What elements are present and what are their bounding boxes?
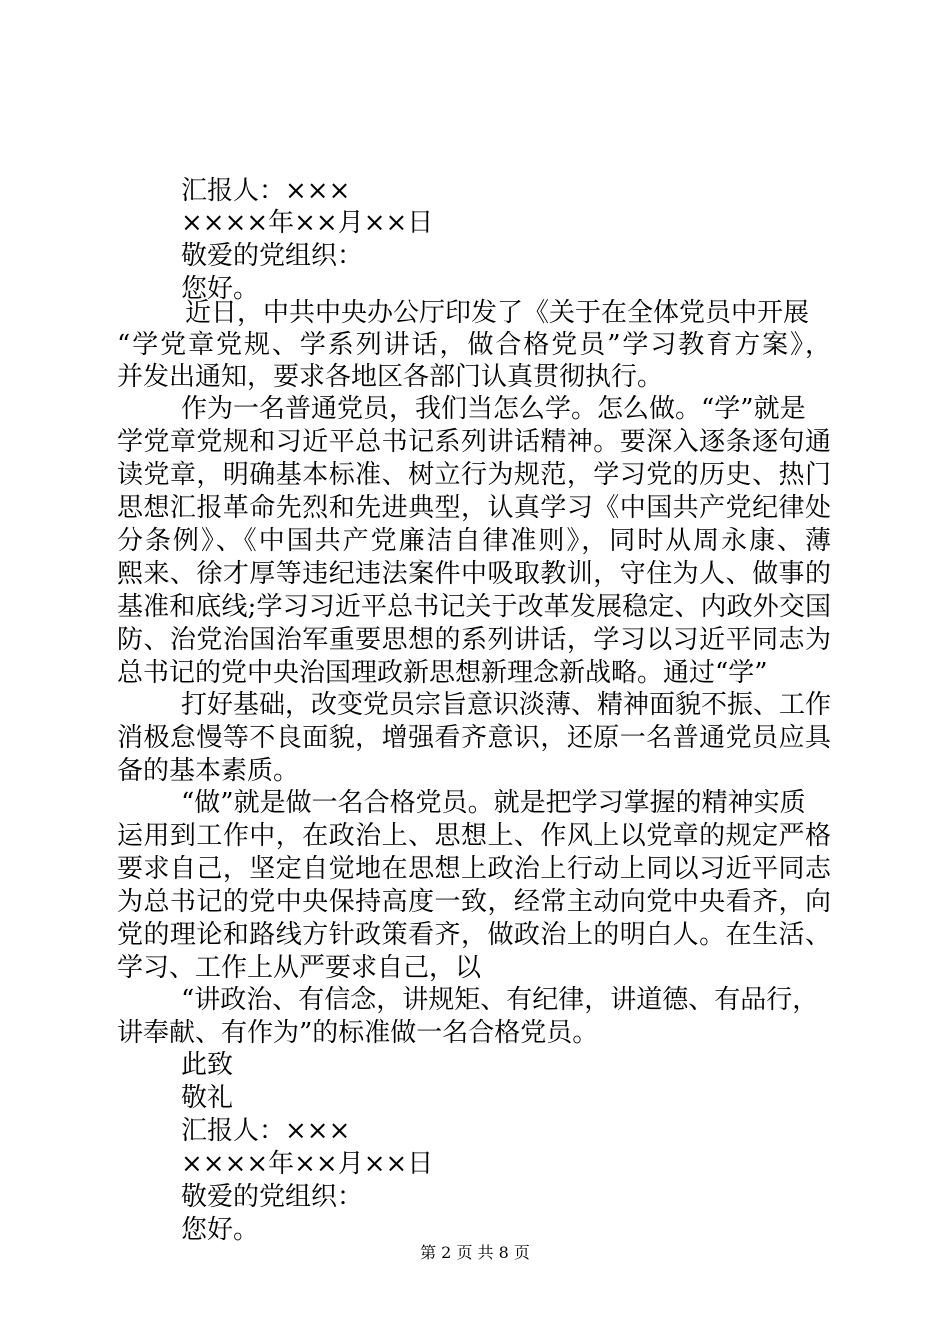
paragraph-2-line-7: 基准和底线;学习习近平总书记关于改革发展稳定、内政外交国 xyxy=(117,592,831,622)
paragraph-2-line-6: 熙来、徐才厚等违纪违法案件中吸取教训，守住为人、做事的 xyxy=(117,559,831,589)
date-line: ××××年××月××日 xyxy=(181,208,434,238)
salutation-line: 敬爱的党组织： xyxy=(181,241,364,271)
paragraph-2-line-1: 作为一名普通党员，我们当怎么学。怎么做。“学”就是 xyxy=(181,394,806,424)
page-number-footer: 第 2 页 共 8 页 xyxy=(420,1243,530,1262)
paragraph-4-line-3: 要求自己，坚定自觉地在思想上政治上行动上同以习近平同志 xyxy=(117,854,831,884)
paragraph-2-line-9: 总书记的党中央治国理政新思想新理念新战略。通过“学” xyxy=(117,658,768,688)
paragraph-1-line-2: “学党章党规、学系列讲话，做合格党员”学习教育方案》， xyxy=(117,330,831,360)
paragraph-4-line-1: “做”就是做一名合格党员。就是把学习掌握的精神实质 xyxy=(181,788,806,818)
paragraph-4-line-2: 运用到工作中，在政治上、思想上、作风上以党章的规定严格 xyxy=(117,821,831,851)
paragraph-3-line-1: 打好基础，改变党员宗旨意识淡薄、精神面貌不振、工作 xyxy=(181,690,832,720)
reporter-line: 汇报人：××× xyxy=(181,176,351,206)
paragraph-2-line-3: 读党章，明确基本标准、树立行为规范，学习党的历史、热门 xyxy=(117,460,831,490)
closing-line-1: 此致 xyxy=(181,1050,234,1080)
paragraph-2-line-2: 学党章党规和习近平总书记系列讲话精神。要深入逐条逐句通 xyxy=(117,427,831,457)
paragraph-3-line-3: 备的基本素质。 xyxy=(117,756,300,786)
paragraph-4-line-4: 为总书记的党中央保持高度一致，经常主动向党中央看齐，向 xyxy=(117,887,831,917)
greeting-line: 您好。 xyxy=(181,274,260,304)
paragraph-2-line-8: 防、治党治国治军重要思想的系列讲话，学习以习近平同志为 xyxy=(117,625,831,655)
paragraph-4-line-5: 党的理论和路线方针政策看齐，做政治上的明白人。在生活、 xyxy=(117,920,831,950)
paragraph-5-line-1: “讲政治、有信念，讲规矩、有纪律，讲道德、有品行， xyxy=(181,985,819,1015)
date-line-2: ××××年××月××日 xyxy=(181,1149,434,1179)
paragraph-5-line-2: 讲奉献、有作为”的标准做一名合格党员。 xyxy=(117,1018,599,1048)
paragraph-4-line-6: 学习、工作上从严要求自己，以 xyxy=(117,953,482,983)
paragraph-3-line-2: 消极怠慢等不良面貌，增强看齐意识，还原一名普通党员应具 xyxy=(117,723,831,753)
greeting-line-2: 您好。 xyxy=(181,1215,260,1245)
paragraph-1-line-3: 并发出通知，要求各地区各部门认真贯彻执行。 xyxy=(117,362,664,392)
reporter-line-2: 汇报人：××× xyxy=(181,1116,351,1146)
salutation-line-2: 敬爱的党组织： xyxy=(181,1182,364,1212)
paragraph-2-line-5: 分条例》、《中国共产党廉洁自律准则》，同时从周永康、薄 xyxy=(117,526,831,556)
paragraph-2-line-4: 思想汇报革命先烈和先进典型，认真学习《中国共产党纪律处 xyxy=(117,493,831,523)
paragraph-1-line-1: 近日，中共中央办公厅印发了《关于在全体党员中开展 xyxy=(185,298,810,328)
closing-line-2: 敬礼 xyxy=(181,1083,234,1113)
